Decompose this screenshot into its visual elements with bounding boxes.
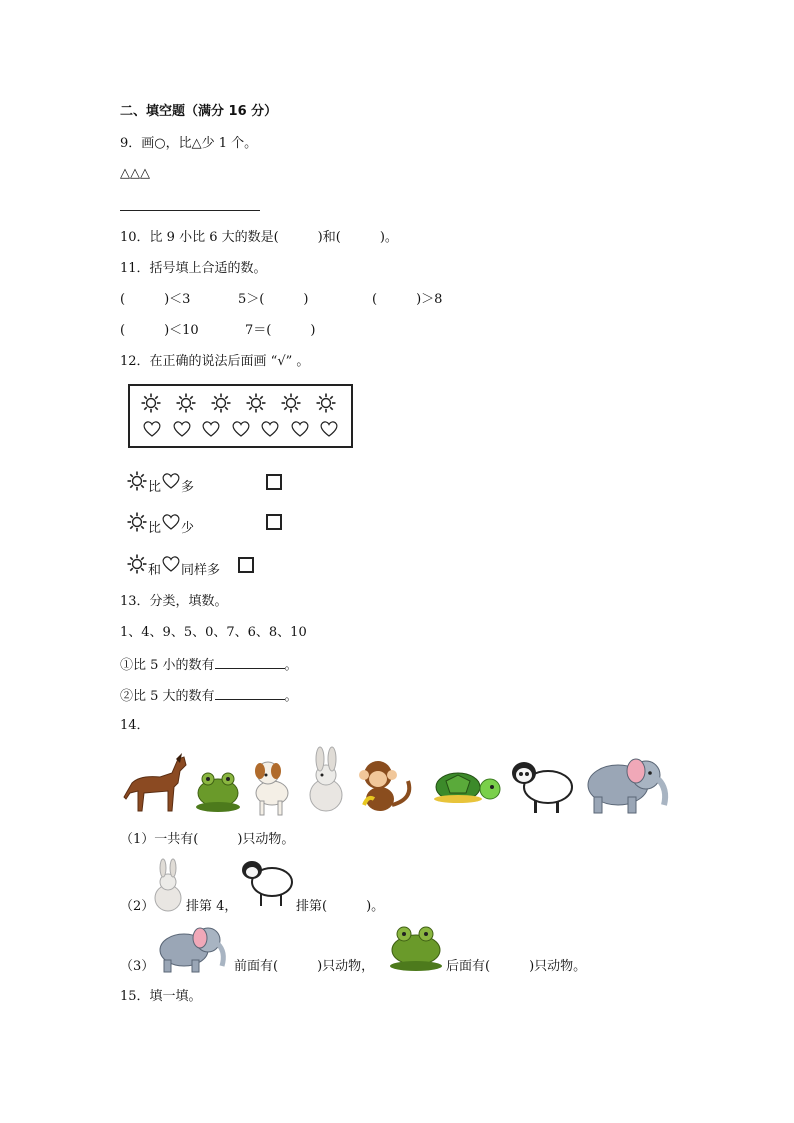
sun-icon (280, 392, 302, 414)
q12-option-1 (126, 470, 195, 495)
q12-option-2 (126, 511, 195, 536)
q14-sub-3-mid: 前面有( )只动物， (234, 959, 375, 974)
q11-item-5[interactable]: 7＝( ) (245, 323, 316, 338)
answer-blank[interactable] (215, 656, 285, 669)
monkey-icon (359, 761, 409, 811)
q11-item-2[interactable]: 5＞( ) (238, 292, 309, 307)
question-13: 13．分类，填数。 (120, 594, 228, 609)
q12-option-3 (126, 553, 221, 578)
heart-icon (319, 420, 339, 438)
q13-numbers: 1、4、9、5、0、7、6、8、10 (120, 625, 307, 640)
q13-sub-1 (120, 656, 298, 674)
sun-icon (140, 392, 162, 414)
sun-heart-frame (128, 384, 353, 448)
period: 。 (284, 658, 298, 673)
q11-item-1[interactable]: ( )＜3 (120, 292, 191, 307)
heart-icon (161, 474, 181, 489)
section-title: 二、填空题（满分 16 分） (120, 104, 278, 119)
heart-icon (260, 420, 280, 438)
question-10: 10．比 9 小比 6 大的数是( )和( )。 (120, 230, 398, 245)
checkbox-3[interactable] (238, 557, 254, 573)
option-word: 少 (181, 520, 195, 536)
question-9: 9．画○，比△少 1 个。 (120, 136, 258, 151)
sun-icon (126, 515, 148, 530)
heart-icon (201, 420, 221, 438)
checkbox-2[interactable] (266, 514, 282, 530)
option-word: 比 (148, 520, 162, 536)
frog-icon (388, 924, 446, 972)
horse-icon (124, 753, 186, 811)
q14-sub-2-prefix: （2） (120, 899, 155, 914)
sun-icon (210, 392, 232, 414)
q14-sub-2-end: 排第( )。 (296, 899, 385, 914)
q11-item-4[interactable]: ( )＜10 (120, 323, 199, 338)
heart-icon (172, 420, 192, 438)
sun-icon (315, 392, 337, 414)
q11-item-3[interactable]: ( )＞8 (372, 292, 443, 307)
rabbit-icon (150, 860, 186, 912)
heart-icon (231, 420, 251, 438)
triangles-row: △△△ (120, 166, 150, 181)
animal-row (0, 745, 794, 845)
period: 。 (284, 689, 298, 704)
rabbit-icon (310, 747, 342, 811)
option-word: 比 (148, 479, 162, 495)
sheep-icon (512, 762, 572, 813)
option-word: 和 (148, 562, 162, 578)
heart-icon (290, 420, 310, 438)
option-word: 同样多 (181, 562, 221, 578)
turtle-icon (434, 773, 500, 803)
heart-icon (161, 557, 181, 572)
checkbox-1[interactable] (266, 474, 282, 490)
q14-sub-2-mid: 排第 4， (186, 899, 238, 914)
heart-icon (142, 420, 162, 438)
heart-icon (161, 515, 181, 530)
option-word: 多 (181, 479, 195, 495)
answer-line-9[interactable] (120, 210, 260, 211)
answer-blank[interactable] (215, 687, 285, 700)
question-14: 14． (120, 718, 150, 733)
q14-sub-3-end: 后面有( )只动物。 (446, 959, 587, 974)
q13-sub-2-label: ②比 5 大的数有 (120, 689, 215, 704)
sun-icon (175, 392, 197, 414)
sun-icon (126, 557, 148, 572)
sheep-icon (238, 858, 296, 908)
q13-sub-1-label: ①比 5 小的数有 (120, 658, 215, 673)
elephant-icon (154, 922, 234, 972)
q14-sub-3-prefix: （3） (120, 959, 155, 974)
dog-icon (255, 762, 288, 815)
elephant-icon (588, 759, 665, 813)
question-11: 11．括号填上合适的数。 (120, 261, 267, 276)
sun-icon (126, 474, 148, 489)
q13-sub-2 (120, 687, 298, 705)
sun-icon (245, 392, 267, 414)
frog-icon (196, 773, 240, 812)
question-12: 12．在正确的说法后面画 “√” 。 (120, 354, 310, 369)
question-15: 15．填一填。 (120, 989, 202, 1004)
q14-sub-1: （1）一共有( )只动物。 (120, 832, 295, 847)
